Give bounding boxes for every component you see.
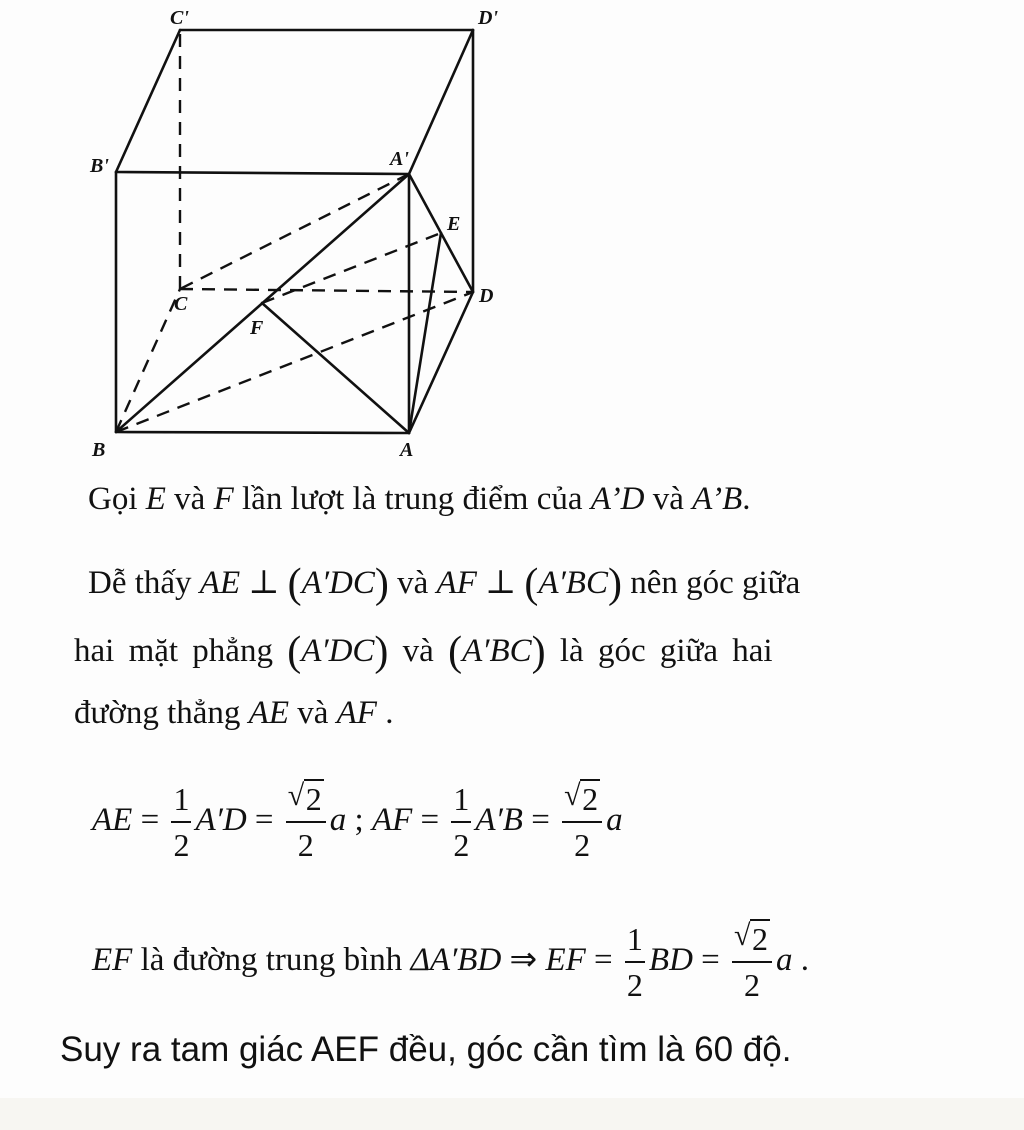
text: là đường trung bình [132,942,411,978]
perp-symbol: ⊥ [476,565,525,601]
label-a: A [400,439,414,461]
lines-line [74,682,393,744]
equals: = [412,802,448,838]
math-var: a [606,802,623,838]
perp-symbol: ⊥ [240,565,288,601]
segment-f-a [262,303,409,433]
text: . [742,481,751,517]
math-var: A′BC [538,565,608,601]
fraction-sqrt2-over-2 [286,779,326,864]
bottom-band [0,1098,1024,1130]
fraction-half [451,781,471,864]
fraction-half [625,921,645,1004]
text: đường thẳng [74,695,249,731]
math-var: AF [436,565,477,601]
radicand: 2 [582,781,599,818]
denominator: 2 [173,827,190,864]
fraction-half [171,781,191,864]
paren: ( [287,629,302,675]
numerator [286,779,326,823]
math-var: AE [248,695,289,731]
label-f: F [250,317,264,339]
label-a-prime: A' [390,148,409,170]
fraction-sqrt2-over-2 [562,779,602,864]
numerator: 1 [171,783,191,823]
label-b-prime: B' [90,155,109,177]
equals: = [585,942,621,978]
math-var: AE [199,565,241,601]
text: và [288,695,337,731]
math-var: A′D [195,802,247,838]
separator: ; [346,802,372,838]
segment-e-a [409,233,441,433]
equals: = [692,942,729,978]
sqrt [734,919,770,958]
math-var: A′B [475,802,523,838]
radicand: 2 [752,921,769,958]
math-var: BD [648,942,693,978]
sqrt [287,779,324,818]
numerator: 1 [625,923,645,963]
numerator: 1 [451,783,471,823]
label-d: D [479,285,494,307]
paren: ) [607,561,622,607]
text: . [376,695,394,731]
cube-figure [60,0,520,470]
edge-cprime-bprime [116,30,180,172]
math-var: ΔA′BD [410,942,502,978]
math-var: A′DC [301,633,375,669]
math-var: A’D [590,481,645,517]
math-var: AF [336,695,377,731]
paren: ( [524,561,539,607]
text: và [388,633,449,669]
radical-sign: √ [734,919,751,953]
equals: = [132,802,168,838]
segment-f-e [262,233,441,303]
radical-sign: √ [287,779,305,813]
math-var: EF [92,942,133,978]
denominator: 2 [574,827,591,864]
edge-dprime-aprime [409,30,473,174]
definition-line [88,468,751,530]
denominator: 2 [297,827,314,864]
math-var: a [329,802,347,838]
math-var: a [776,942,793,978]
edge-b-a [116,432,409,433]
equation-ae-af [92,770,623,870]
paren: ) [374,629,389,675]
denominator: 2 [626,967,643,1004]
denominator: 2 [453,827,470,864]
label-d-prime: D' [478,7,498,29]
math-var: AE [92,802,133,838]
math-var: F [213,481,234,517]
text: và [388,565,437,601]
perpendicular-line [88,552,800,615]
text: nên góc giữa [621,565,801,601]
edge-a-d [409,292,473,433]
equals: = [522,802,559,838]
label-c-prime: C' [170,7,189,29]
implies-symbol: ⇒ [501,942,546,978]
edge-bprime-aprime [116,172,409,174]
math-var: EF [545,942,586,978]
label-e: E [447,213,461,235]
math-var: A′BC [462,633,532,669]
paren: ( [448,629,463,675]
plane-angle-line [74,620,773,683]
denominator: 2 [744,967,761,1004]
text: là góc giữa hai [545,633,773,669]
sqrt [564,779,600,818]
text: . [792,942,810,978]
numerator [562,779,602,823]
edge-b-c [116,289,180,432]
text: Gọi [88,481,146,517]
radicand: 2 [305,781,322,818]
text: và [165,481,214,517]
segment-aprime-c [180,174,409,289]
equals: = [246,802,282,838]
text: và [644,481,693,517]
label-b: B [92,439,106,461]
text: hai mặt phẳng [74,633,288,669]
math-var: A′DC [301,565,375,601]
radical-sign: √ [564,779,581,813]
math-var: AF [371,802,413,838]
paren: ) [531,629,546,675]
math-var: A’B [692,481,743,517]
paren: ( [287,561,302,607]
conclusion-text: Suy ra tam giác AEF đều, góc cần tìm là 60 độ. [60,1030,792,1069]
text: Dễ thấy [88,565,200,601]
paren: ) [374,561,389,607]
edge-c-d [180,289,473,292]
numerator [732,919,772,963]
label-c: C [174,293,188,315]
fraction-sqrt2-over-2 [732,919,772,1004]
text: lần lượt là trung điểm của [233,481,591,517]
math-var: E [145,481,166,517]
equation-ef [92,910,809,1010]
